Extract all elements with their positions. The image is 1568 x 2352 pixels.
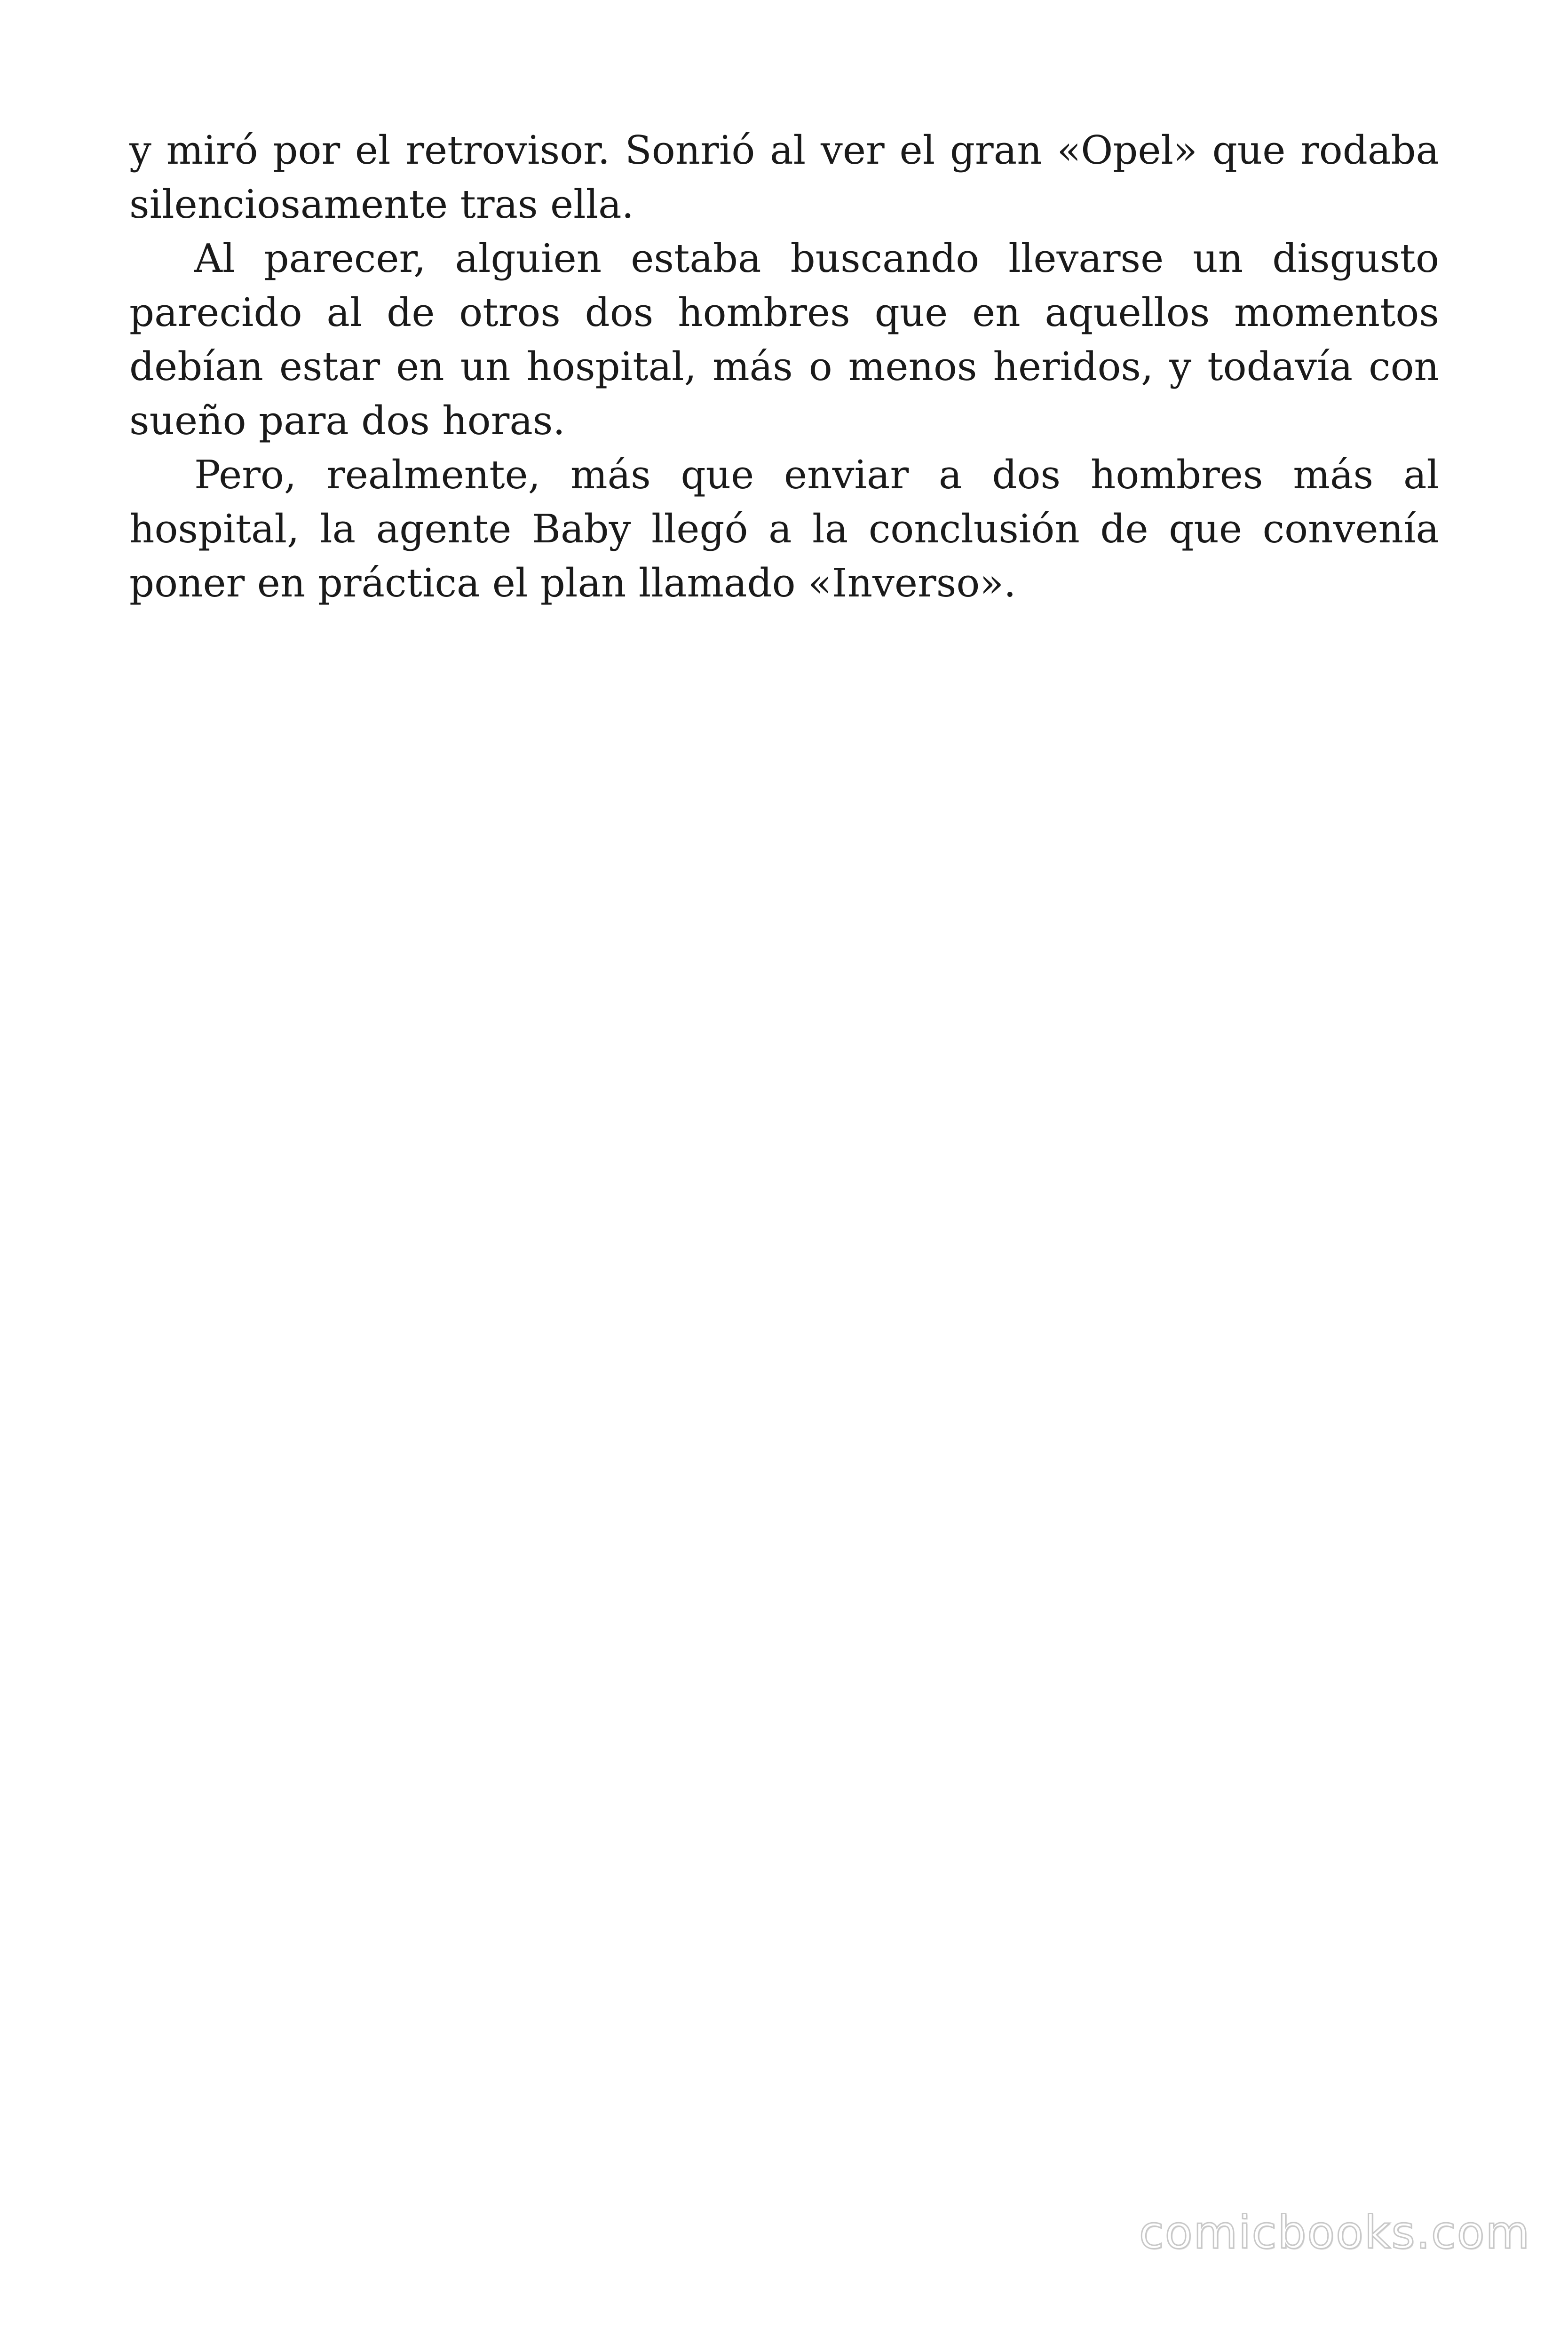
paragraph-2: Al parecer, alguien estaba buscando llevarse un disgusto parecido al de otros dos hombres que en aquellos momentos debían estar en un hospital, más o menos heridos, y todavía con sueño para dos horas. xyxy=(129,236,1439,444)
paragraph-3: Pero, realmente, más que enviar a dos hombres más al hospital, la agente Baby llegó a la conclusión de que convenía poner en práctica el plan llamado «Inverso». xyxy=(129,452,1439,606)
watermark: comicbooks.com xyxy=(1139,2206,1530,2259)
body-text xyxy=(129,123,1439,610)
paragraph-1: y miró por el retrovisor. Sonrió al ver el gran «Opel» que rodaba silenciosamente tras ella. xyxy=(129,127,1439,227)
